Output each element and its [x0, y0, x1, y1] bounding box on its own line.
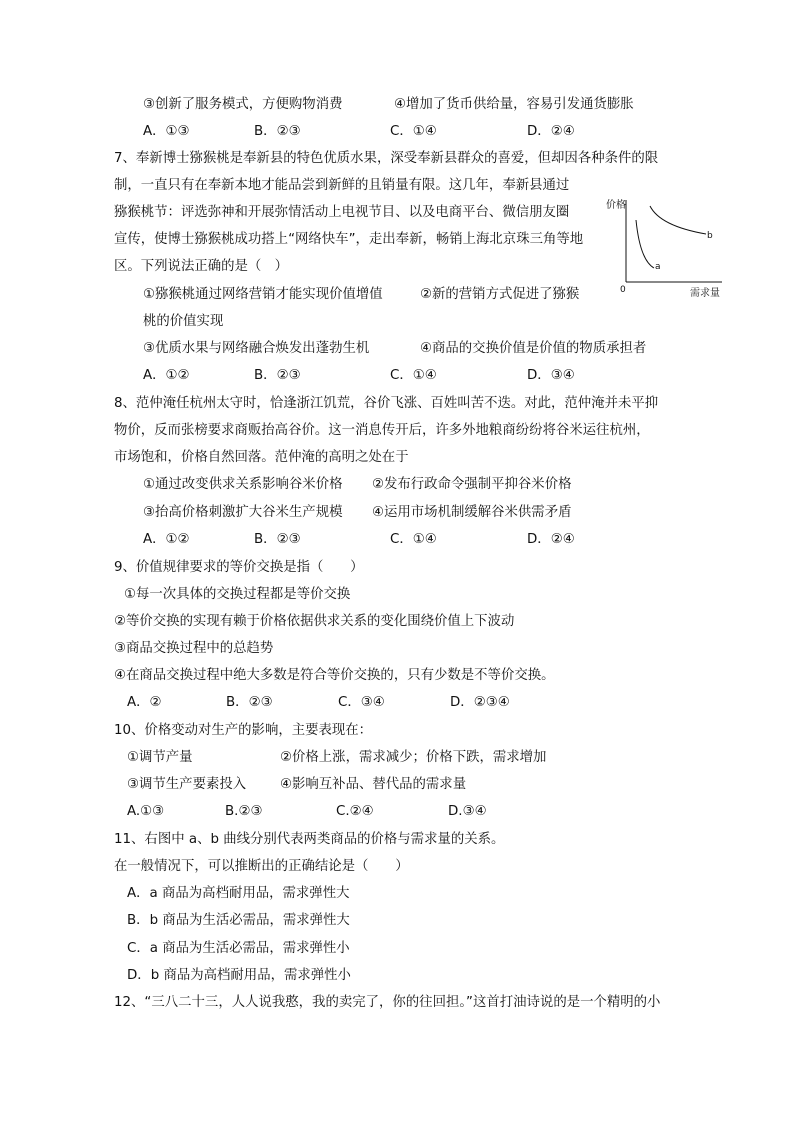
- q9-stem: 9、价值规律要求的等价交换是指（ ）: [114, 560, 364, 575]
- q9-statement-4: ④在商品交换过程中绝大多数是符合等价交换的，只有少数是不等价交换。: [114, 668, 555, 683]
- q10-option-b: B.②③: [225, 804, 263, 819]
- curve-a: [636, 220, 654, 268]
- q9-statement-3: ③商品交换过程中的总趋势: [114, 641, 274, 656]
- graph-origin: 0: [620, 285, 626, 295]
- q8-statement-2: ②发布行政命令强制平抑谷米价格: [372, 477, 572, 492]
- q10-statement-4: ④影响互补品、替代品的需求量: [280, 777, 467, 792]
- q12-stem-line-1: 12、“三八二十三，人人说我憨，我的卖完了，你的往回担。”这首打油诗说的是一个精明的小: [114, 995, 661, 1010]
- q11-stem-line-2: 在一般情况下，可以推断出的正确结论是（ ）: [114, 859, 409, 874]
- q8-stem-line-2: 物价，反而张榜要求商贩抬高谷价。这一消息传开后，许多外地粮商纷纷将谷米运往杭州，: [114, 423, 650, 438]
- q7-statement-3: ③优质水果与网络融合焕发出蓬勃生机: [143, 341, 370, 356]
- q7-stem-line-1: 7、奉新博士猕猴桃是奉新县的特色优质水果，深受奉新县群众的喜爱，但却因各种条件的限: [114, 151, 659, 166]
- q8-option-c: C．①④: [390, 532, 437, 547]
- q11-option-d: D．b 商品为高档耐用品，需求弹性小: [127, 968, 351, 983]
- q9-statement-2: ②等价交换的实现有赖于价格依据供求关系的变化围绕价值上下波动: [114, 614, 515, 629]
- q9-option-a: A．②: [127, 695, 162, 710]
- q6-option-d: D．②④: [527, 124, 575, 139]
- q10-statement-1: ①调节产量: [127, 750, 193, 765]
- q8-stem-line-1: 8、范仲淹任杭州太守时，恰逢浙江饥荒，谷价飞涨、百姓叫苦不迭。对此，范仲淹并未平抑: [114, 396, 659, 411]
- q11-option-c: C．a 商品为生活必需品，需求弹性小: [127, 941, 350, 956]
- graph-x-label: 需求量: [690, 288, 720, 299]
- q7-stem-line-4: 宣传，使博士猕猴桃成功搭上“网络快车”，走出奉新，畅销上海北京珠三角等地: [114, 232, 584, 247]
- q8-stem-line-3: 市场饱和，价格自然回落。范仲淹的高明之处在于: [114, 450, 409, 465]
- q10-statement-3: ③调节生产要素投入: [127, 777, 247, 792]
- q9-option-d: D．②③④: [450, 695, 510, 710]
- q8-option-d: D．②④: [527, 532, 575, 547]
- q9-option-b: B．②③: [226, 695, 273, 710]
- price-demand-graph: [606, 196, 726, 300]
- q10-option-c: C.②④: [336, 804, 374, 819]
- q8-statement-3: ③抬高价格刺激扩大谷米生产规模: [143, 505, 343, 520]
- q7-option-c: C．①④: [390, 368, 437, 383]
- q7-statement-2-cont: 桃的价值实现: [143, 314, 224, 329]
- q10-option-a: A.①③: [127, 804, 165, 819]
- q8-statement-4: ④运用市场机制缓解谷米供需矛盾: [372, 505, 572, 520]
- q11-option-a: A．a 商品为高档耐用品，需求弹性大: [127, 886, 350, 901]
- q7-statement-4: ④商品的交换价值是价值的物质承担者: [420, 341, 647, 356]
- q7-statement-1: ①猕猴桃通过网络营销才能实现价值增值: [143, 287, 383, 302]
- q7-stem-line-2: 制，一直只有在奉新本地才能品尝到新鲜的且销量有限。这几年，奉新县通过: [114, 178, 570, 193]
- graph-y-label: 价格: [606, 200, 626, 211]
- q9-statement-1: ①每一次具体的交换过程都是等价交换: [124, 587, 351, 602]
- q8-option-b: B．②③: [254, 532, 301, 547]
- curve-b: [650, 206, 706, 234]
- q6-statement-4: ④增加了货币供给量，容易引发通货膨胀: [394, 97, 634, 112]
- q10-option-d: D.③④: [448, 804, 487, 819]
- q6-statement-3: ③创新了服务模式，方便购物消费: [143, 97, 343, 112]
- q8-statement-1: ①通过改变供求关系影响谷米价格: [143, 477, 343, 492]
- q6-option-b: B．②③: [254, 124, 301, 139]
- q9-option-c: C．③④: [338, 695, 385, 710]
- q7-stem-line-3: 猕猴桃节：评选弥神和开展弥情活动上电视节目、以及电商平台、微信朋友圈: [114, 205, 570, 220]
- q11-option-b: B．b 商品为生活必需品，需求弹性大: [127, 913, 350, 928]
- q7-statement-2: ②新的营销方式促进了猕猴: [420, 287, 580, 302]
- q6-option-a: A．①③: [143, 124, 190, 139]
- q7-option-b: B．②③: [254, 368, 301, 383]
- q10-statement-2: ②价格上涨，需求减少；价格下跌，需求增加: [280, 750, 547, 765]
- q7-option-a: A．①②: [143, 368, 190, 383]
- q7-stem-line-5: 区。下列说法正确的是（ ）: [114, 259, 289, 274]
- q6-option-c: C．①④: [390, 124, 437, 139]
- curve-a-label: a: [655, 262, 661, 272]
- q8-option-a: A．①②: [143, 532, 190, 547]
- q10-stem: 10、价格变动对生产的影响，主要表现在：: [114, 723, 373, 738]
- q7-option-d: D．③④: [527, 368, 575, 383]
- curve-b-label: b: [707, 231, 713, 241]
- q11-stem-line-1: 11、右图中 a、b 曲线分别代表两类商品的价格与需求量的关系。: [114, 832, 505, 847]
